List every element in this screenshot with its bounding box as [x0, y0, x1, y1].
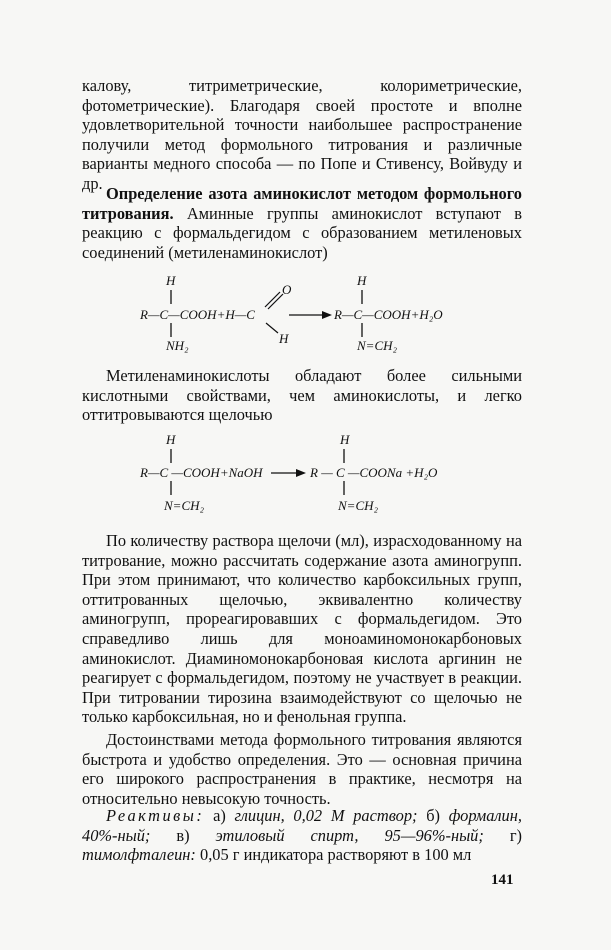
- reagent-d-tail: 0,05 г индикатора растворяют в 100 мл: [195, 845, 472, 865]
- eq2-h-right: H: [340, 432, 350, 447]
- eq2-left-side: R—C —COOH+NaOH: [140, 465, 263, 480]
- eq1-nh2: NH₂: [166, 338, 189, 353]
- reagents-label: Реактивы:: [106, 806, 205, 825]
- section-heading: Определение азота аминокислот методом формольного титрования.: [82, 184, 522, 223]
- paragraph-methods-continued: калову, титриметрические, колориметрические, фотометрические). Благодаря своей простоте и вполне удовлетворительной точности наибольшее распространение получили метод формольного титрования и различные варианты медного способа — по Попе и Стивенсу, Войвуду и др.: [82, 76, 522, 193]
- reagent-b-marker: б): [417, 806, 449, 825]
- reagent-c-marker: в): [150, 825, 216, 845]
- paragraph-calculation: По количеству раствора щелочи (мл), израсходованному на титрование, можно рассчитать содержание азота аминогрупп. При этом принимают, что количество карбоксильных групп, оттитрованных щелочью, эквивалентно количеству аминогрупп, прореагировавших с формальдегидом. Это справедливо лишь для моноаминомонокарбоновых аминокислот. Диаминомонокарбоновая кислота аргинин не реагирует с формальдегидом, поэтому не участвует в реакции. При титровании тирозина взаимодействуют со щелочью не только карбоксильная, но и фенольная группа.: [82, 531, 522, 727]
- eq1-oxygen: O: [282, 282, 292, 297]
- eq1-right-side: R—C—COOH+H₂O: [334, 307, 443, 322]
- eq2-n-right: N=CH₂: [338, 498, 379, 513]
- reagent-a: глицин, 0,02 М раствор;: [234, 806, 418, 825]
- reagent-c: этиловый спирт, 95—96%-ный;: [215, 825, 484, 845]
- eq1-h-right: H: [357, 273, 367, 288]
- page-number: 141: [491, 872, 514, 888]
- eq1-left-side: R—C—COOH+H—C: [140, 307, 255, 322]
- reagent-d: тимолфталеин:: [82, 845, 196, 865]
- paragraph-formol-text: Аминные группы аминокислот вступают в реакцию с формальдегидом с образованием метиленовых соединений (метиленаминокислот): [82, 203, 522, 262]
- eq2-arrow-head: [296, 469, 306, 477]
- eq1-h-aldehyde: H: [279, 331, 289, 346]
- reagent-b: формалин, 40%-ный;: [82, 806, 522, 845]
- eq2-n-left: N=CH₂: [164, 498, 205, 513]
- paragraph-reagents: [82, 806, 522, 865]
- reagent-a-marker: а): [204, 806, 235, 825]
- eq1-h-left: H: [166, 273, 176, 288]
- paragraph-titration-alkali: Метиленаминокислоты обладают более сильными кислотными свойствами, чем аминокислоты, и легко оттитровываются щелочью: [82, 366, 522, 425]
- reagent-d-marker: г): [483, 825, 523, 845]
- paragraph-advantages: Достоинствами метода формольного титрования являются быстрота и удобство определения. Это — основная причина его широкого распространения в практике, несмотря на относительно невысокую точность.: [82, 730, 522, 808]
- eq2-right-side: R — C —COONa +H₂O: [310, 465, 438, 480]
- eq2-h-left: H: [166, 432, 176, 447]
- eq1-n-ch2: N=CH₂: [357, 338, 398, 353]
